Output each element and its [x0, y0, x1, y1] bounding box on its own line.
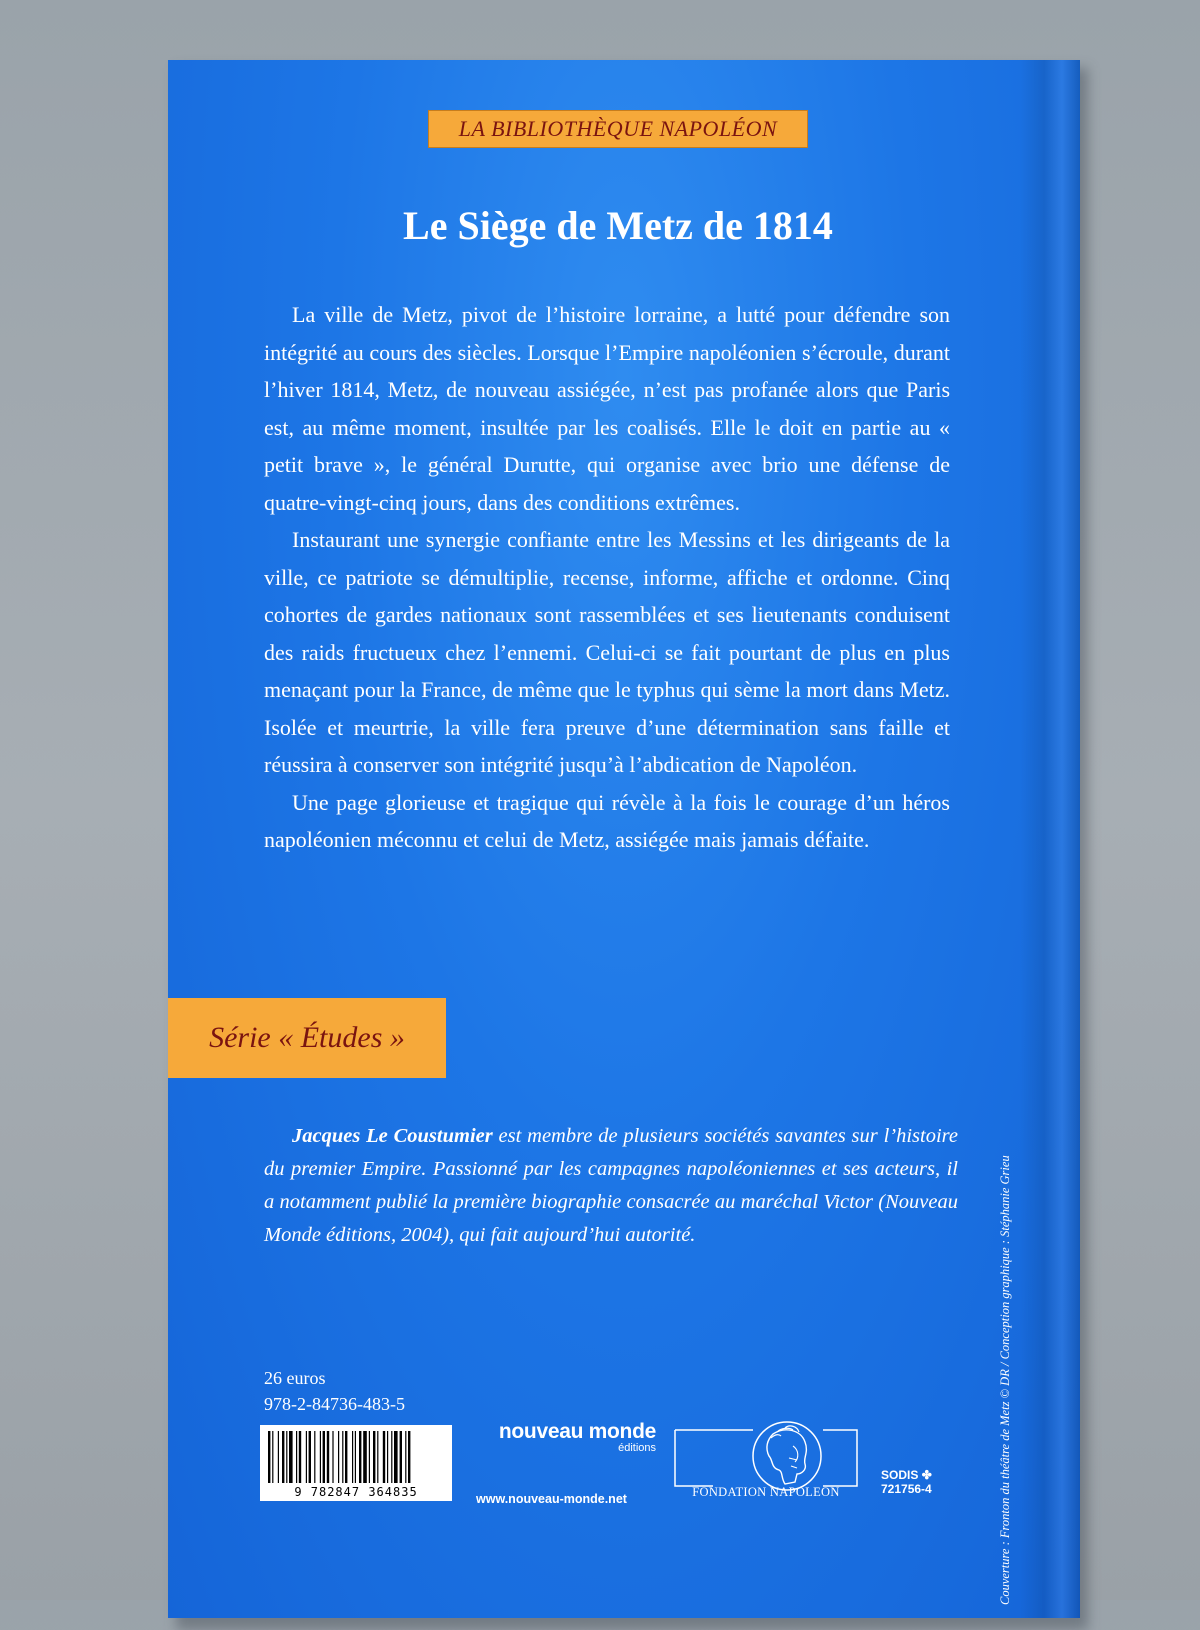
book-back-cover [168, 60, 1080, 1618]
publisher-name: nouveau monde [498, 1420, 656, 1443]
blurb-paragraph: La ville de Metz, pivot de l’histoire lorraine, a lutté pour défendre son intégrité au cours des siècles. Lorsque l’Empire napoléonien s’écroule, durant l’hiver 1814, Metz, de nouveau assiégée, n’est pas profanée alors que Paris est, au même moment, insultée par les coalisés. Elle le doit en partie au « petit brave », le général Durutte, qui organise avec brio une défense de quatre-vingt-cinq jours, dans des conditions extrêmes. [264, 302, 950, 515]
barcode-digits: 9 782847 364835 [294, 1485, 418, 1499]
author-bio-text: est membre de plusieurs sociétés savantes sur l’histoire du premier Empire. Passionné par les campagnes napoléoniennes et ses acteurs, il a notamment publié la première biographie consacrée au maréchal Victor (Nouveau Monde éditions, 2004), qui fait aujourd’hui autorité. [264, 1125, 958, 1246]
barcode [260, 1425, 452, 1501]
author-bio [264, 1120, 958, 1252]
price: 26 euros [264, 1368, 326, 1388]
blurb-paragraph: Instaurant une synergie confiante entre les Messins et les dirigeants de la ville, ce patriote se démultiplie, recense, informe, affiche et ordonne. Cinq cohortes de gardes nationaux sont rassemblées et ses lieutenants conduisent des raids fructueux chez l’ennemi. Celui-ci se fait pourtant de plus en plus menaçant pour la France, de même que le typhus qui sème la mort dans Metz. Isolée et meurtrie, la ville fera preuve d’une détermination sans faille et réussira à conserver son intégrité jusqu’à l’abdication de Napoléon. [264, 527, 950, 777]
book-title: Le Siège de Metz de 1814 [403, 203, 833, 248]
barcode-bars-icon [266, 1431, 446, 1483]
publisher-logo [478, 1420, 656, 1454]
fondation-name: FONDATION NAPOLEON [692, 1485, 840, 1499]
sodis-icon: ✤ [921, 1468, 932, 1482]
publisher-sub: éditions [618, 1442, 656, 1454]
sodis-label: SODIS ✤ [881, 1468, 932, 1482]
isbn: 978-2-84736-483-5 [264, 1394, 405, 1414]
fondation-logo [673, 1412, 859, 1504]
blurb-paragraph: Une page glorieuse et tragique qui révèle à la fois le courage d’un héros napoléonien méconnu et celui de Metz, assiégée mais jamais défaite. [264, 789, 950, 852]
author-name: Jacques Le Coustumier [292, 1125, 493, 1147]
distributor-code [881, 1468, 932, 1496]
collection-banner: LA BIBLIOTHÈQUE NAPOLÉON [428, 110, 808, 148]
sodis-code: 721756-4 [881, 1482, 932, 1496]
blurb [264, 296, 950, 859]
price-block [264, 1365, 405, 1417]
cover-credits: Couverture : Fronton du théâtre de Metz © DR / Conception graphique : Stéphanie Grieu [998, 1155, 1012, 1605]
publisher-website: www.nouveau-monde.net [476, 1492, 627, 1506]
spine-edge [1020, 60, 1080, 1618]
series-banner: Série « Études » [168, 998, 446, 1078]
